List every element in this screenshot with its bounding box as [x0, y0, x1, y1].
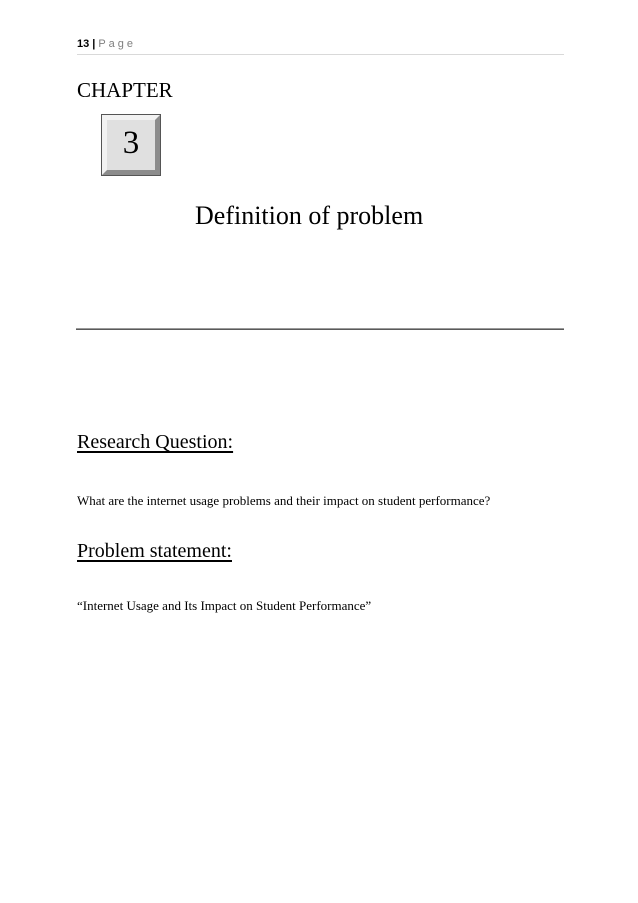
problem-statement-heading: Problem statement: [77, 540, 232, 562]
page-label: Page [98, 38, 137, 50]
chapter-number-box [102, 115, 160, 175]
page-number: 13 [77, 38, 90, 50]
chapter-label: CHAPTER [77, 78, 173, 102]
page-separator: | [92, 38, 96, 50]
problem-statement-text: “Internet Usage and Its Impact on Student Performance” [77, 598, 372, 613]
chapter-title: Definition of problem [195, 201, 424, 230]
research-question-text: What are the internet usage problems and their impact on student performance? [77, 493, 491, 508]
chapter-number: 3 [122, 125, 140, 161]
page-header [77, 37, 564, 55]
research-question-heading: Research Question: [77, 431, 234, 453]
section-divider [76, 328, 564, 330]
